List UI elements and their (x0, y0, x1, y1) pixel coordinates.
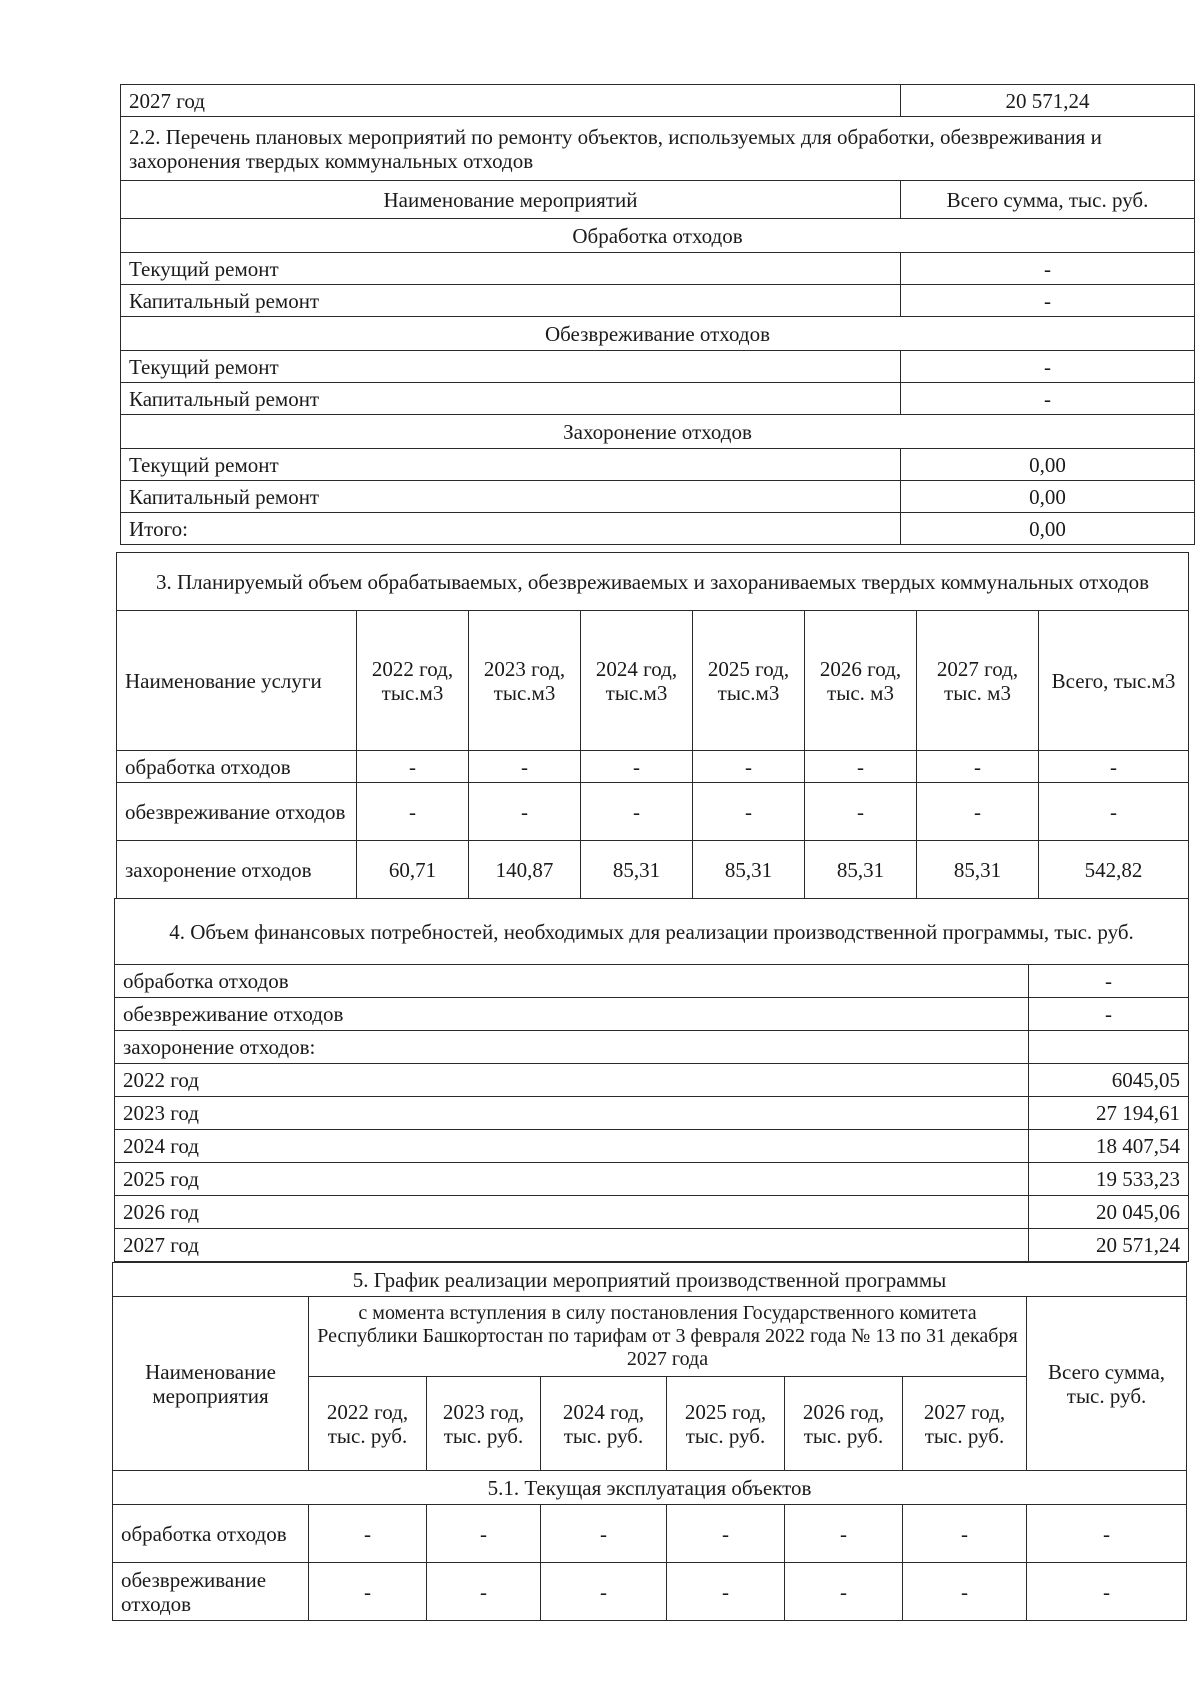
finance-row-label: 2022 год (115, 1064, 1029, 1097)
schedule-cell: - (541, 1505, 667, 1563)
finance-row-value: 6045,05 (1029, 1064, 1189, 1097)
volume-cell: - (917, 783, 1039, 841)
schedule-col-name: Наименование мероприятия (113, 1297, 309, 1471)
repair-row-label: Текущий ремонт (121, 253, 901, 285)
volume-cell: - (693, 783, 805, 841)
schedule-year-header: 2025 год, тыс. руб. (667, 1377, 785, 1471)
volume-cell: - (1039, 751, 1189, 783)
repair-row-value: 0,00 (901, 449, 1195, 481)
section-2-2-title: 2.2. Перечень плановых мероприятий по ремонту объектов, используемых для обработки, обезвреживания и захоронения твердых коммунальных отходов (121, 117, 1195, 181)
finance-row-label: 2025 год (115, 1163, 1029, 1196)
volume-cell: 60,71 (357, 841, 469, 899)
top-row-label: 2027 год (121, 85, 901, 117)
finance-row-value: 18 407,54 (1029, 1130, 1189, 1163)
volume-header-year: 2023 год, тыс.м3 (469, 611, 581, 751)
volume-cell: - (581, 783, 693, 841)
schedule-year-header: 2023 год, тыс. руб. (427, 1377, 541, 1471)
repair-row-label: Капитальный ремонт (121, 285, 901, 317)
finance-row-label: 2024 год (115, 1130, 1029, 1163)
schedule-table (112, 1262, 1187, 1621)
schedule-col-total: Всего сумма, тыс. руб. (1027, 1297, 1187, 1471)
volume-header-total: Всего, тыс.м3 (1039, 611, 1189, 751)
finance-row-value: 19 533,23 (1029, 1163, 1189, 1196)
repair-row-label: Текущий ремонт (121, 351, 901, 383)
repair-row-label: Капитальный ремонт (121, 383, 901, 415)
schedule-year-header: 2022 год, тыс. руб. (309, 1377, 427, 1471)
group-title-burial: Захоронение отходов (121, 415, 1195, 449)
schedule-cell: - (427, 1563, 541, 1621)
repair-col-total-header: Всего сумма, тыс. руб. (901, 181, 1195, 219)
schedule-year-header: 2026 год, тыс. руб. (785, 1377, 903, 1471)
volume-row-label: захоронение отходов (117, 841, 357, 899)
finance-row-label: захоронение отходов: (115, 1031, 1029, 1064)
volume-header-year: 2026 год, тыс. м3 (805, 611, 917, 751)
finance-row-value: - (1029, 998, 1189, 1031)
repair-total-label: Итого: (121, 513, 901, 545)
volume-table (116, 552, 1189, 899)
volume-row-label: обезвреживание отходов (117, 783, 357, 841)
volume-cell: 140,87 (469, 841, 581, 899)
volume-cell: - (469, 783, 581, 841)
repair-row-value: - (901, 351, 1195, 383)
schedule-year-header: 2027 год, тыс. руб. (903, 1377, 1027, 1471)
finance-row-value: 27 194,61 (1029, 1097, 1189, 1130)
finance-row-label: 2023 год (115, 1097, 1029, 1130)
schedule-cell: - (667, 1505, 785, 1563)
volume-cell: - (1039, 783, 1189, 841)
repair-total-value: 0,00 (901, 513, 1195, 545)
volume-row-label: обработка отходов (117, 751, 357, 783)
volume-cell: 85,31 (805, 841, 917, 899)
section-3-title: 3. Планируемый объем обрабатываемых, обезвреживаемых и захораниваемых твердых коммунальных отходов (117, 553, 1189, 611)
subsection-5-1-title: 5.1. Текущая эксплуатация объектов (113, 1471, 1187, 1505)
finance-row-label: обработка отходов (115, 965, 1029, 998)
schedule-cell: - (903, 1563, 1027, 1621)
schedule-cell: - (309, 1505, 427, 1563)
group-title-neutralization: Обезвреживание отходов (121, 317, 1195, 351)
volume-cell: - (917, 751, 1039, 783)
group-title-processing: Обработка отходов (121, 219, 1195, 253)
volume-cell: - (357, 783, 469, 841)
volume-cell: - (805, 783, 917, 841)
schedule-cell: - (903, 1505, 1027, 1563)
schedule-cell: - (785, 1505, 903, 1563)
repair-row-label: Капитальный ремонт (121, 481, 901, 513)
volume-cell: 542,82 (1039, 841, 1189, 899)
repair-table (120, 84, 1195, 545)
finance-row-value: 20 045,06 (1029, 1196, 1189, 1229)
volume-header-year: 2027 год, тыс. м3 (917, 611, 1039, 751)
volume-header-name: Наименование услуги (117, 611, 357, 751)
finance-row-value: - (1029, 965, 1189, 998)
schedule-cell: - (427, 1505, 541, 1563)
schedule-year-header: 2024 год, тыс. руб. (541, 1377, 667, 1471)
schedule-cell: - (309, 1563, 427, 1621)
finance-row-value (1029, 1031, 1189, 1064)
schedule-cell: - (1027, 1505, 1187, 1563)
volume-cell: 85,31 (693, 841, 805, 899)
finance-row-value: 20 571,24 (1029, 1229, 1189, 1262)
volume-header-year: 2022 год, тыс.м3 (357, 611, 469, 751)
schedule-row-label: обработка отходов (113, 1505, 309, 1563)
repair-row-value: 0,00 (901, 481, 1195, 513)
volume-header-year: 2024 год, тыс.м3 (581, 611, 693, 751)
schedule-period: с момента вступления в силу постановления Государственного комитета Республики Башкортостан по тарифам от 3 февраля 2022 года № 13 по 31 декабря 2027 года (309, 1297, 1027, 1377)
volume-cell: - (469, 751, 581, 783)
section-4-title: 4. Объем финансовых потребностей, необходимых для реализации производственной программы, тыс. руб. (115, 899, 1189, 965)
repair-col-name-header: Наименование мероприятий (121, 181, 901, 219)
repair-row-label: Текущий ремонт (121, 449, 901, 481)
volume-header-year: 2025 год, тыс.м3 (693, 611, 805, 751)
section-5-title: 5. График реализации мероприятий производственной программы (113, 1263, 1187, 1297)
top-row-value: 20 571,24 (901, 85, 1195, 117)
volume-cell: 85,31 (581, 841, 693, 899)
volume-cell: - (805, 751, 917, 783)
volume-cell: - (693, 751, 805, 783)
volume-cell: 85,31 (917, 841, 1039, 899)
finance-row-label: 2027 год (115, 1229, 1029, 1262)
repair-row-value: - (901, 253, 1195, 285)
schedule-cell: - (667, 1563, 785, 1621)
schedule-cell: - (785, 1563, 903, 1621)
schedule-cell: - (541, 1563, 667, 1621)
schedule-cell: - (1027, 1563, 1187, 1621)
repair-row-value: - (901, 383, 1195, 415)
volume-cell: - (581, 751, 693, 783)
finance-row-label: 2026 год (115, 1196, 1029, 1229)
schedule-row-label: обезвреживание отходов (113, 1563, 309, 1621)
volume-cell: - (357, 751, 469, 783)
finance-row-label: обезвреживание отходов (115, 998, 1029, 1031)
repair-row-value: - (901, 285, 1195, 317)
finance-table (114, 898, 1189, 1262)
